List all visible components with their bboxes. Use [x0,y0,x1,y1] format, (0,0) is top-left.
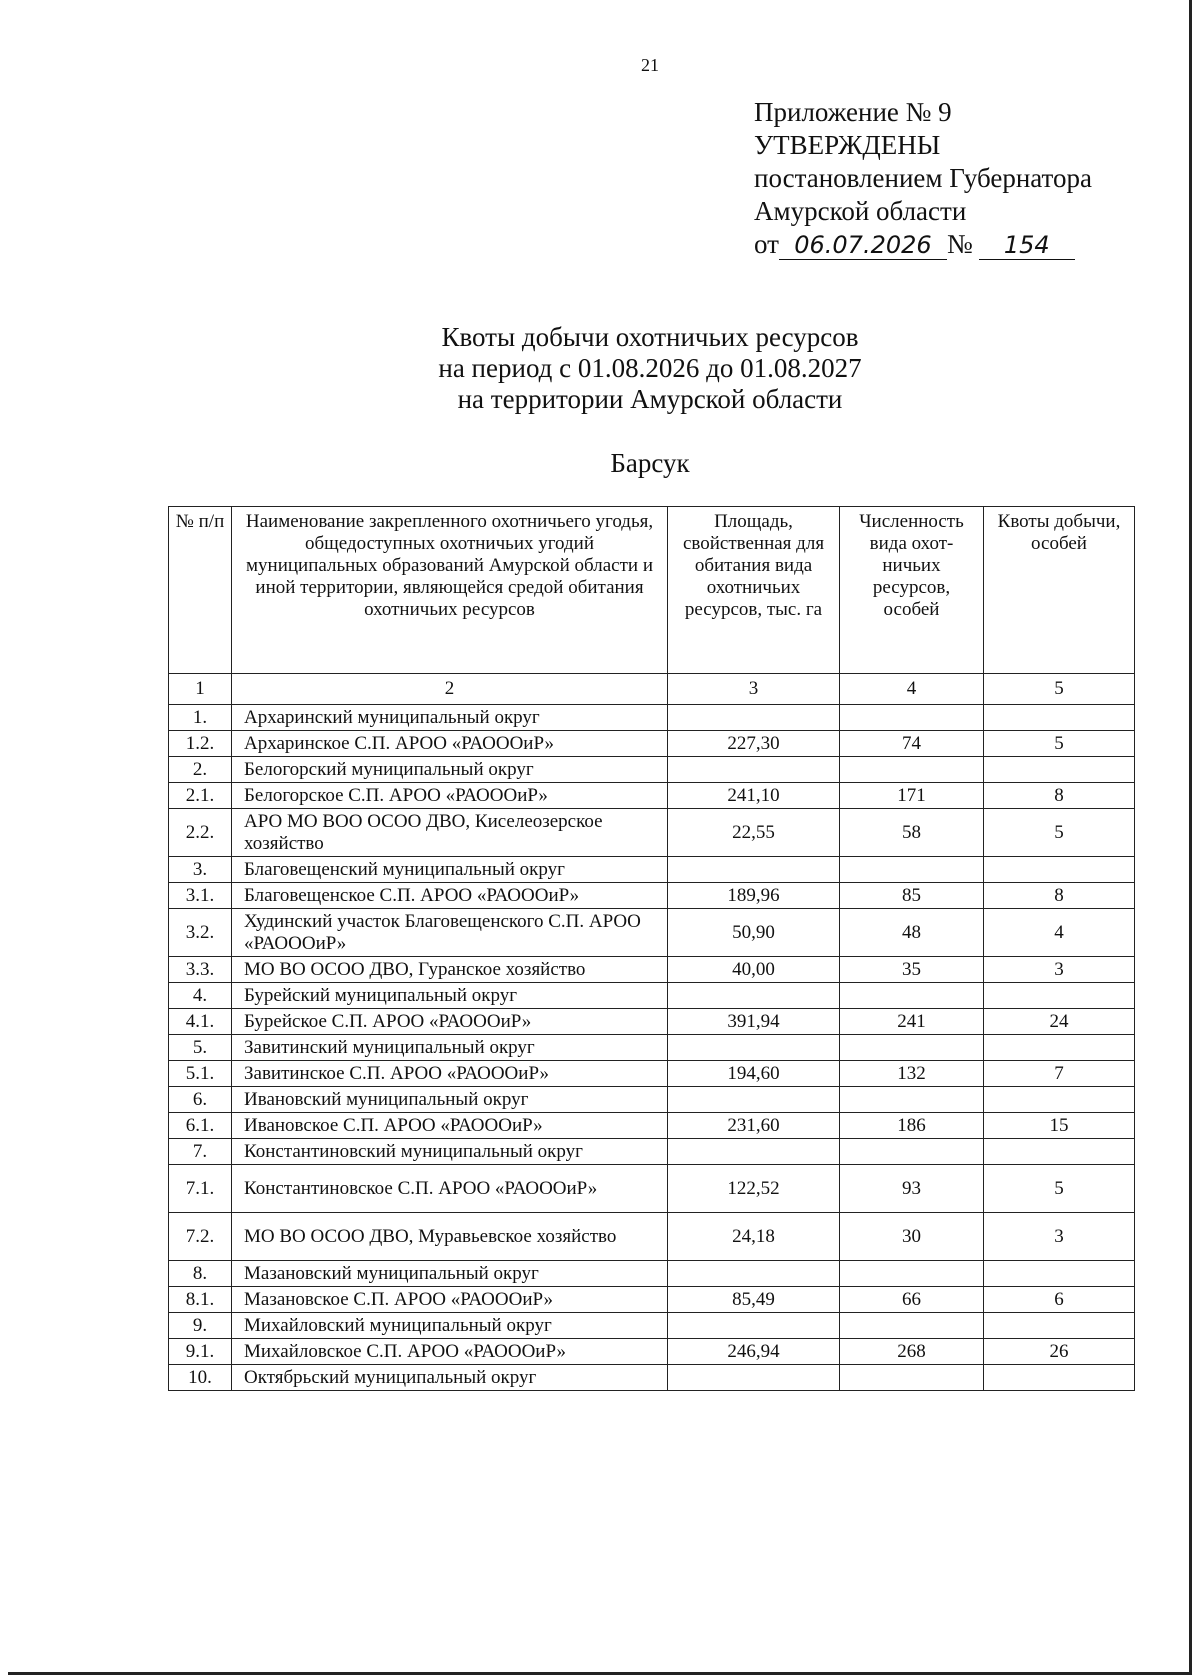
quota-value: 6 [984,1287,1135,1313]
population-value [840,757,984,783]
territory-name: Михайловское С.П. АРОО «РАОООиР» [232,1339,668,1365]
header-number: № п/п [169,507,232,674]
quota-value: 7 [984,1061,1135,1087]
area-value: 122,52 [668,1165,840,1213]
row-number: 7.2. [169,1213,232,1261]
quota-value: 15 [984,1113,1135,1139]
population-value: 268 [840,1339,984,1365]
quota-value [984,705,1135,731]
quota-value [984,1139,1135,1165]
territory-name: Белогорский муниципальный округ [232,757,668,783]
header-area: Площадь, свойственная для обитания вида охотничьих ресурсов, тыс. га [668,507,840,674]
area-value: 189,96 [668,883,840,909]
population-value: 186 [840,1113,984,1139]
table-row [169,909,1135,957]
date-prefix: от [754,229,779,259]
column-index: 2 [232,674,668,705]
row-number: 1.2. [169,731,232,757]
row-number: 9.1. [169,1339,232,1365]
population-value [840,1313,984,1339]
table-row [169,1113,1135,1139]
table-row [169,1165,1135,1213]
territory-name: Благовещенское С.П. АРОО «РАОООиР» [232,883,668,909]
handwritten-number: 154 [979,231,1075,260]
table-row [169,957,1135,983]
decree-label: постановлением Губернатора [754,163,1092,193]
territory-name: Мазановское С.П. АРОО «РАОООиР» [232,1287,668,1313]
territory-name: Октябрьский муниципальный округ [232,1365,668,1391]
quota-value [984,983,1135,1009]
population-value [840,705,984,731]
territory-name: Завитинский муниципальный округ [232,1035,668,1061]
row-number: 5. [169,1035,232,1061]
area-value: 194,60 [668,1061,840,1087]
area-value: 22,55 [668,809,840,857]
area-value [668,705,840,731]
population-value: 171 [840,783,984,809]
handwritten-date: 06.07.2026 [779,231,947,260]
territory-name: Константиновский муниципальный округ [232,1139,668,1165]
table-row [169,731,1135,757]
population-value: 66 [840,1287,984,1313]
territory-name: Завитинское С.П. АРОО «РАОООиР» [232,1061,668,1087]
quota-value [984,1035,1135,1061]
appendix-label: Приложение № 9 [754,97,952,127]
table-row [169,1139,1135,1165]
table-row [169,1339,1135,1365]
territory-name: Бурейское С.П. АРОО «РАОООиР» [232,1009,668,1035]
quota-value: 3 [984,1213,1135,1261]
row-number: 2.2. [169,809,232,857]
header-territory-name: Наименование закрепленного охотничьего угодья, общедоступных охотничьих угодий муниципальных образований Амурской области и иной территории, являющейся средой обитания охотничьих ресурсов [232,507,668,674]
quota-value [984,757,1135,783]
table-row [169,1261,1135,1287]
quota-value [984,1261,1135,1287]
title-line-3: на территории Амурской области [457,384,843,414]
row-number: 3. [169,857,232,883]
row-number: 3.2. [169,909,232,957]
territory-name: Константиновское С.П. АРОО «РАОООиР» [232,1165,668,1213]
table-row [169,1061,1135,1087]
population-value [840,1365,984,1391]
area-value: 24,18 [668,1213,840,1261]
population-value: 93 [840,1165,984,1213]
territory-name: МО ВО ОСОО ДВО, Гуранское хозяйство [232,957,668,983]
title-line-2: на период с 01.08.2026 до 01.08.2027 [438,353,862,383]
population-value: 58 [840,809,984,857]
column-index-row [169,674,1135,705]
area-value [668,1313,840,1339]
area-value: 246,94 [668,1339,840,1365]
table-row [169,883,1135,909]
area-value [668,1139,840,1165]
table-row [169,1287,1135,1313]
population-value: 74 [840,731,984,757]
column-index: 5 [984,674,1135,705]
territory-name: Худинский участок Благовещенского С.П. АРОО «РАОООиР» [232,909,668,957]
population-value [840,1035,984,1061]
area-value [668,757,840,783]
population-value [840,1139,984,1165]
population-value [840,1261,984,1287]
date-number-line [754,228,1092,261]
population-value: 35 [840,957,984,983]
row-number: 2. [169,757,232,783]
table-row [169,1035,1135,1061]
document-title [0,322,1200,415]
row-number: 8. [169,1261,232,1287]
table-row [169,1313,1135,1339]
table-row [169,1365,1135,1391]
area-value: 227,30 [668,731,840,757]
table-row [169,983,1135,1009]
row-number: 7.1. [169,1165,232,1213]
row-number: 4. [169,983,232,1009]
quota-value: 8 [984,783,1135,809]
area-value [668,857,840,883]
territory-name: Бурейский муниципальный округ [232,983,668,1009]
area-value: 231,60 [668,1113,840,1139]
species-heading: Барсук [610,448,690,478]
row-number: 7. [169,1139,232,1165]
table-row [169,783,1135,809]
area-value [668,983,840,1009]
row-number: 3.1. [169,883,232,909]
area-value [668,1087,840,1113]
header-population: Численность вида охот-ничьих ресурсов, особей [840,507,984,674]
page-number: 21 [641,55,659,75]
table-body [169,705,1135,1391]
territory-name: Ивановское С.П. АРОО «РАОООиР» [232,1113,668,1139]
quota-value [984,1087,1135,1113]
population-value: 48 [840,909,984,957]
population-value: 132 [840,1061,984,1087]
area-value [668,1035,840,1061]
quota-value: 4 [984,909,1135,957]
row-number: 8.1. [169,1287,232,1313]
column-index: 1 [169,674,232,705]
population-value [840,1087,984,1113]
area-value: 40,00 [668,957,840,983]
row-number: 9. [169,1313,232,1339]
approved-label: УТВЕРЖДЕНЫ [754,130,941,160]
area-value: 85,49 [668,1287,840,1313]
table-row [169,1009,1135,1035]
quota-table [168,506,1135,1391]
territory-name: Архаринское С.П. АРОО «РАОООиР» [232,731,668,757]
table-row [169,809,1135,857]
territory-name: АРО МО ВОО ОСОО ДВО, Киселеозерское хозяйство [232,809,668,857]
region-label: Амурской области [754,196,967,226]
area-value: 241,10 [668,783,840,809]
area-value: 50,90 [668,909,840,957]
area-value [668,1365,840,1391]
table-row [169,757,1135,783]
quota-value [984,857,1135,883]
header-quota: Квоты добычи, особей [984,507,1135,674]
number-prefix: № [946,229,973,259]
table-row [169,1087,1135,1113]
territory-name: Ивановский муниципальный округ [232,1087,668,1113]
quota-value: 24 [984,1009,1135,1035]
row-number: 3.3. [169,957,232,983]
quota-value [984,1365,1135,1391]
row-number: 4.1. [169,1009,232,1035]
population-value: 30 [840,1213,984,1261]
population-value [840,983,984,1009]
row-number: 5.1. [169,1061,232,1087]
quota-value: 5 [984,731,1135,757]
quota-value: 5 [984,1165,1135,1213]
row-number: 6.1. [169,1113,232,1139]
row-number: 6. [169,1087,232,1113]
table-row [169,705,1135,731]
row-number: 10. [169,1365,232,1391]
column-index: 4 [840,674,984,705]
territory-name: Архаринский муниципальный округ [232,705,668,731]
table-row [169,1213,1135,1261]
population-value [840,857,984,883]
table-header [169,507,1135,705]
column-index: 3 [668,674,840,705]
quota-value [984,1313,1135,1339]
territory-name: Благовещенский муниципальный округ [232,857,668,883]
approval-block [754,96,1092,261]
territory-name: Белогорское С.П. АРОО «РАОООиР» [232,783,668,809]
area-value: 391,94 [668,1009,840,1035]
row-number: 2.1. [169,783,232,809]
title-line-1: Квоты добычи охотничьих ресурсов [441,322,859,352]
population-value: 241 [840,1009,984,1035]
area-value [668,1261,840,1287]
territory-name: Михайловский муниципальный округ [232,1313,668,1339]
table-row [169,857,1135,883]
quota-value: 5 [984,809,1135,857]
population-value: 85 [840,883,984,909]
row-number: 1. [169,705,232,731]
quota-value: 26 [984,1339,1135,1365]
quota-value: 3 [984,957,1135,983]
territory-name: Мазановский муниципальный округ [232,1261,668,1287]
quota-value: 8 [984,883,1135,909]
territory-name: МО ВО ОСОО ДВО, Муравьевское хозяйство [232,1213,668,1261]
